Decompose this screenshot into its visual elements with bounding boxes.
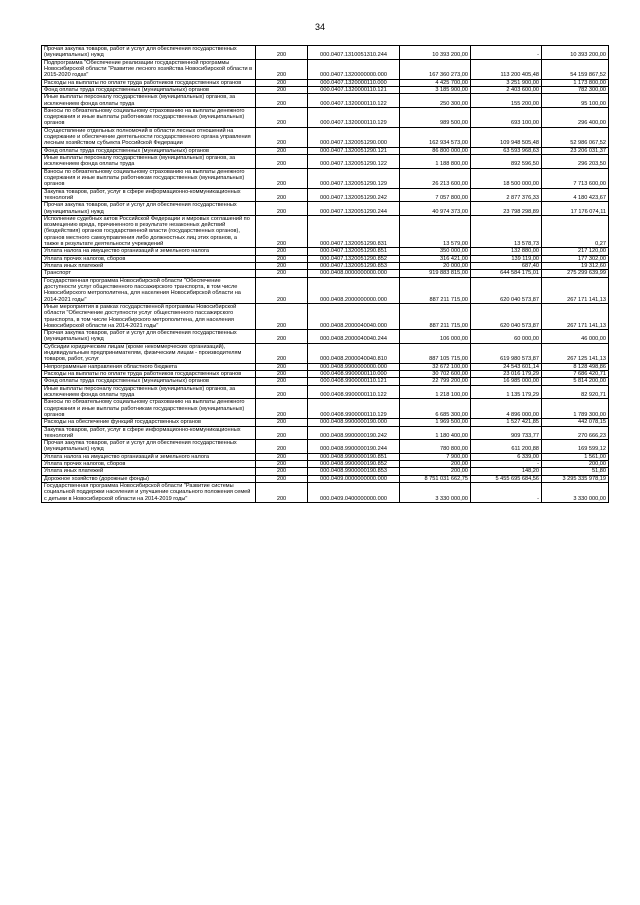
- unexecuted-amount-cell: 217 120,00: [542, 248, 609, 255]
- executed-amount-cell: 2 403 600,00: [471, 86, 542, 93]
- description-cell: Уплата прочих налогов, сборов: [42, 255, 256, 262]
- table-row: [42, 461, 609, 468]
- admin-code-cell: 200: [256, 188, 308, 202]
- description-cell: Осуществление отдельных полномочий в области лесных отношений на содержание и обеспечение деятельности государственного органа управления лесным хозяйством субъекта Российской Федерации: [42, 127, 256, 147]
- unexecuted-amount-cell: 267 125 141,13: [542, 343, 609, 363]
- approved-amount-cell: 3 185 900,00: [400, 86, 471, 93]
- approved-amount-cell: 162 934 573,00: [400, 127, 471, 147]
- table-row: [42, 277, 609, 303]
- description-cell: Уплата налога на имущество организаций и земельного налога: [42, 453, 256, 460]
- budget-classification-code-cell: 000.0409.0400000000.000: [308, 483, 400, 503]
- table-row: [42, 255, 609, 262]
- table-row: [42, 385, 609, 399]
- description-cell: Уплата иных платежей: [42, 468, 256, 475]
- table-row: [42, 127, 609, 147]
- table-row: [42, 86, 609, 93]
- description-cell: Прочая закупка товаров, работ и услуг для обеспечения государственных (муниципальных) нужд: [42, 440, 256, 454]
- table-row: [42, 399, 609, 419]
- table-row: [42, 426, 609, 440]
- executed-amount-cell: 1 527 421,85: [471, 419, 542, 426]
- table-row: [42, 440, 609, 454]
- table-row: [42, 107, 609, 127]
- approved-amount-cell: 887 211 715,00: [400, 303, 471, 329]
- approved-amount-cell: 316 421,00: [400, 255, 471, 262]
- executed-amount-cell: 1 135 179,29: [471, 385, 542, 399]
- description-cell: Расходы на выплаты по оплате труда работников государственных органов: [42, 79, 256, 86]
- executed-amount-cell: 18 500 000,00: [471, 168, 542, 188]
- description-cell: Иные выплаты персоналу государственных (муниципальных) органов, за исключением фонда оплаты труда: [42, 94, 256, 108]
- admin-code-cell: 200: [256, 378, 308, 385]
- executed-amount-cell: -: [471, 483, 542, 503]
- unexecuted-amount-cell: 177 302,00: [542, 255, 609, 262]
- description-cell: Уплата прочих налогов, сборов: [42, 461, 256, 468]
- admin-code-cell: 200: [256, 468, 308, 475]
- description-cell: Фонд оплаты труда государственных (муниципальных) органов: [42, 86, 256, 93]
- table-row: [42, 248, 609, 255]
- admin-code-cell: 200: [256, 147, 308, 154]
- description-cell: Взносы по обязательному социальному страхованию на выплаты денежного содержания и иные выплаты работникам государственных (муниципальных) органов: [42, 399, 256, 419]
- budget-classification-code-cell: 000.0407.1320051290.122: [308, 155, 400, 169]
- unexecuted-amount-cell: 442 078,15: [542, 419, 609, 426]
- admin-code-cell: 200: [256, 202, 308, 216]
- approved-amount-cell: 200,00: [400, 468, 471, 475]
- executed-amount-cell: 611 200,88: [471, 440, 542, 454]
- unexecuted-amount-cell: 267 171 141,13: [542, 303, 609, 329]
- admin-code-cell: 200: [256, 46, 308, 60]
- budget-classification-code-cell: 000.0408.2000040040.810: [308, 343, 400, 363]
- executed-amount-cell: 16 985 000,00: [471, 378, 542, 385]
- unexecuted-amount-cell: 200,00: [542, 461, 609, 468]
- admin-code-cell: 200: [256, 371, 308, 378]
- budget-classification-code-cell: 000.0408.9900000190.244: [308, 440, 400, 454]
- admin-code-cell: 200: [256, 363, 308, 370]
- description-cell: Иные выплаты персоналу государственных (муниципальных) органов, за исключением фонда оплаты труда: [42, 385, 256, 399]
- description-cell: Государственная программа Новосибирской области "Обеспечение доступности услуг общественного пассажирского транспорта, в том числе Новосибирского метрополитена, для населения Новосибирской области на 2014-2021 годы": [42, 277, 256, 303]
- table-row: [42, 46, 609, 60]
- description-cell: Прочая закупка товаров, работ и услуг для обеспечения государственных (муниципальных) нужд: [42, 46, 256, 60]
- admin-code-cell: 200: [256, 330, 308, 344]
- admin-code-cell: 200: [256, 475, 308, 482]
- budget-classification-code-cell: 000.0408.9900000190.853: [308, 468, 400, 475]
- unexecuted-amount-cell: 296 203,50: [542, 155, 609, 169]
- approved-amount-cell: 1 969 500,00: [400, 419, 471, 426]
- admin-code-cell: 200: [256, 79, 308, 86]
- description-cell: Субсидии юридическим лицам (кроме некоммерческих организаций), индивидуальным предпринимателям, физическим лицам - производителям товаров, работ, услуг: [42, 343, 256, 363]
- description-cell: Фонд оплаты труда государственных (муниципальных) органов: [42, 147, 256, 154]
- admin-code-cell: 200: [256, 94, 308, 108]
- budget-classification-code-cell: 000.0407.1320051290.831: [308, 215, 400, 248]
- unexecuted-amount-cell: 7 713 600,00: [542, 168, 609, 188]
- admin-code-cell: 200: [256, 453, 308, 460]
- budget-classification-code-cell: 000.0407.1320051290.129: [308, 168, 400, 188]
- table-row: [42, 202, 609, 216]
- table-row: [42, 168, 609, 188]
- admin-code-cell: 200: [256, 107, 308, 127]
- approved-amount-cell: 350 000,00: [400, 248, 471, 255]
- executed-amount-cell: 4 896 000,00: [471, 399, 542, 419]
- table-row: [42, 79, 609, 86]
- unexecuted-amount-cell: 95 100,00: [542, 94, 609, 108]
- executed-amount-cell: 619 980 573,87: [471, 343, 542, 363]
- executed-amount-cell: 644 584 175,01: [471, 270, 542, 277]
- unexecuted-amount-cell: 1 173 800,00: [542, 79, 609, 86]
- executed-amount-cell: 892 596,50: [471, 155, 542, 169]
- unexecuted-amount-cell: 296 400,00: [542, 107, 609, 127]
- approved-amount-cell: 7 900,00: [400, 453, 471, 460]
- executed-amount-cell: 5 455 695 684,56: [471, 475, 542, 482]
- approved-amount-cell: 250 300,00: [400, 94, 471, 108]
- budget-classification-code-cell: 000.0408.2000040040.244: [308, 330, 400, 344]
- table-row: [42, 188, 609, 202]
- approved-amount-cell: 1 218 100,00: [400, 385, 471, 399]
- approved-amount-cell: 20 000,00: [400, 263, 471, 270]
- budget-classification-code-cell: 000.0407.1320051290.121: [308, 147, 400, 154]
- unexecuted-amount-cell: 0,27: [542, 215, 609, 248]
- executed-amount-cell: 109 948 505,48: [471, 127, 542, 147]
- unexecuted-amount-cell: 51,80: [542, 468, 609, 475]
- table-row: [42, 419, 609, 426]
- budget-classification-code-cell: 000.0408.9900000110.122: [308, 385, 400, 399]
- table-row: [42, 483, 609, 503]
- page-number: 34: [314, 22, 325, 32]
- description-cell: Государственная программа Новосибирской области "Развитие системы социальной поддержки населения и улучшение социального положения семей с детьми в Новосибирской области на 2014-2019 годы": [42, 483, 256, 503]
- unexecuted-amount-cell: 270 666,23: [542, 426, 609, 440]
- executed-amount-cell: 693 100,00: [471, 107, 542, 127]
- unexecuted-amount-cell: 267 171 141,13: [542, 277, 609, 303]
- approved-amount-cell: 6 685 300,00: [400, 399, 471, 419]
- unexecuted-amount-cell: 1 561,00: [542, 453, 609, 460]
- description-cell: Уплата иных платежей: [42, 263, 256, 270]
- unexecuted-amount-cell: 1 789 300,00: [542, 399, 609, 419]
- approved-amount-cell: 26 213 600,00: [400, 168, 471, 188]
- approved-amount-cell: 1 180 400,00: [400, 426, 471, 440]
- approved-amount-cell: 887 211 715,00: [400, 277, 471, 303]
- table-row: [42, 215, 609, 248]
- description-cell: Транспорт: [42, 270, 256, 277]
- budget-classification-code-cell: 000.0408.9900000110.129: [308, 399, 400, 419]
- admin-code-cell: 200: [256, 303, 308, 329]
- budget-classification-code-cell: 000.0408.9900000190.242: [308, 426, 400, 440]
- approved-amount-cell: 167 360 273,00: [400, 59, 471, 79]
- approved-amount-cell: 200,00: [400, 461, 471, 468]
- budget-classification-code-cell: 000.0407.1320051290.851: [308, 248, 400, 255]
- description-cell: Непрограммные направления областного бюджета: [42, 363, 256, 370]
- executed-amount-cell: 63 593 968,63: [471, 147, 542, 154]
- description-cell: Подпрограмма "Обеспечение реализации государственной программы Новосибирской области "Развитие лесного хозяйства Новосибирской области в 2015-2020 годах": [42, 59, 256, 79]
- executed-amount-cell: 6 339,00: [471, 453, 542, 460]
- budget-classification-code-cell: 000.0407.1320000110.122: [308, 94, 400, 108]
- unexecuted-amount-cell: 10 393 200,00: [542, 46, 609, 60]
- admin-code-cell: 200: [256, 277, 308, 303]
- budget-classification-code-cell: 000.0408.2000040040.000: [308, 303, 400, 329]
- approved-amount-cell: 989 500,00: [400, 107, 471, 127]
- approved-amount-cell: 106 000,00: [400, 330, 471, 344]
- budget-classification-code-cell: 000.0408.0000000000.000: [308, 270, 400, 277]
- admin-code-cell: 200: [256, 255, 308, 262]
- unexecuted-amount-cell: 169 599,12: [542, 440, 609, 454]
- description-cell: Расходы на выплаты по оплате труда работников государственных органов: [42, 371, 256, 378]
- approved-amount-cell: 8 751 031 662,75: [400, 475, 471, 482]
- executed-amount-cell: 24 543 601,14: [471, 363, 542, 370]
- budget-classification-code-cell: 000.0408.2000000000.000: [308, 277, 400, 303]
- approved-amount-cell: 4 425 700,00: [400, 79, 471, 86]
- executed-amount-cell: 2 877 376,33: [471, 188, 542, 202]
- approved-amount-cell: 13 579,00: [400, 215, 471, 248]
- executed-amount-cell: 132 880,00: [471, 248, 542, 255]
- executed-amount-cell: 23 016 179,29: [471, 371, 542, 378]
- description-cell: Уплата налога на имущество организаций и земельного налога: [42, 248, 256, 255]
- table-row: [42, 94, 609, 108]
- table-row: [42, 270, 609, 277]
- unexecuted-amount-cell: 5 814 200,00: [542, 378, 609, 385]
- approved-amount-cell: 32 672 100,00: [400, 363, 471, 370]
- approved-amount-cell: 887 105 715,00: [400, 343, 471, 363]
- approved-amount-cell: 86 800 000,00: [400, 147, 471, 154]
- approved-amount-cell: 780 800,00: [400, 440, 471, 454]
- approved-amount-cell: 7 057 800,00: [400, 188, 471, 202]
- unexecuted-amount-cell: 8 128 498,86: [542, 363, 609, 370]
- admin-code-cell: 200: [256, 168, 308, 188]
- admin-code-cell: 200: [256, 270, 308, 277]
- admin-code-cell: 200: [256, 263, 308, 270]
- budget-table: [41, 45, 609, 503]
- budget-classification-code-cell: 000.0407.1320051290.242: [308, 188, 400, 202]
- budget-classification-code-cell: 000.0407.1310051310.244: [308, 46, 400, 60]
- admin-code-cell: 200: [256, 155, 308, 169]
- admin-code-cell: 200: [256, 385, 308, 399]
- executed-amount-cell: 139 119,00: [471, 255, 542, 262]
- approved-amount-cell: 1 188 800,00: [400, 155, 471, 169]
- admin-code-cell: 200: [256, 86, 308, 93]
- executed-amount-cell: -: [471, 46, 542, 60]
- budget-classification-code-cell: 000.0407.1320000110.121: [308, 86, 400, 93]
- description-cell: Взносы по обязательному социальному страхованию на выплаты денежного содержания и иные выплаты работникам государственных (муниципальных) органов: [42, 107, 256, 127]
- admin-code-cell: 200: [256, 440, 308, 454]
- unexecuted-amount-cell: 52 986 067,52: [542, 127, 609, 147]
- budget-classification-code-cell: 000.0407.1320051290.853: [308, 263, 400, 270]
- executed-amount-cell: 148,20: [471, 468, 542, 475]
- description-cell: Иные мероприятия в рамках государственной программы Новосибирской области "Обеспечение доступности услуг общественного пассажирского транспорта, в том числе Новосибирского метрополитена, для населения Новосибирской области на 2014-2021 годы": [42, 303, 256, 329]
- unexecuted-amount-cell: 54 159 867,52: [542, 59, 609, 79]
- executed-amount-cell: 687,40: [471, 263, 542, 270]
- unexecuted-amount-cell: 46 000,00: [542, 330, 609, 344]
- budget-classification-code-cell: 000.0407.1320000110.129: [308, 107, 400, 127]
- budget-classification-code-cell: 000.0407.1320000110.000: [308, 79, 400, 86]
- admin-code-cell: 200: [256, 248, 308, 255]
- description-cell: Взносы по обязательному социальному страхованию на выплаты денежного содержания и иные выплаты работникам государственных (муниципальных) органов: [42, 168, 256, 188]
- approved-amount-cell: 22 799 200,00: [400, 378, 471, 385]
- table-row: [42, 371, 609, 378]
- executed-amount-cell: 155 200,00: [471, 94, 542, 108]
- description-cell: Закупка товаров, работ, услуг в сфере информационно-коммуникационных технологий: [42, 188, 256, 202]
- admin-code-cell: 200: [256, 461, 308, 468]
- admin-code-cell: 200: [256, 399, 308, 419]
- table-row: [42, 263, 609, 270]
- budget-classification-code-cell: 000.0409.0000000000.000: [308, 475, 400, 482]
- approved-amount-cell: 3 330 000,00: [400, 483, 471, 503]
- table-row: [42, 468, 609, 475]
- unexecuted-amount-cell: 23 206 031,37: [542, 147, 609, 154]
- table-row: [42, 303, 609, 329]
- unexecuted-amount-cell: 4 180 423,67: [542, 188, 609, 202]
- admin-code-cell: 200: [256, 483, 308, 503]
- budget-classification-code-cell: 000.0408.9900000110.121: [308, 378, 400, 385]
- executed-amount-cell: 620 040 573,87: [471, 277, 542, 303]
- description-cell: Закупка товаров, работ, услуг в сфере информационно-коммуникационных технологий: [42, 426, 256, 440]
- approved-amount-cell: 10 393 200,00: [400, 46, 471, 60]
- table-row: [42, 453, 609, 460]
- budget-classification-code-cell: 000.0407.1320051290.000: [308, 127, 400, 147]
- table-row: [42, 59, 609, 79]
- table-row: [42, 475, 609, 482]
- budget-classification-code-cell: 000.0408.9900000190.852: [308, 461, 400, 468]
- executed-amount-cell: 3 251 900,00: [471, 79, 542, 86]
- budget-classification-code-cell: 000.0408.9900000000.000: [308, 363, 400, 370]
- table-row: [42, 363, 609, 370]
- admin-code-cell: 200: [256, 343, 308, 363]
- description-cell: Фонд оплаты труда государственных (муниципальных) органов: [42, 378, 256, 385]
- description-cell: Прочая закупка товаров, работ и услуг для обеспечения государственных (муниципальных) нужд: [42, 330, 256, 344]
- executed-amount-cell: -: [471, 461, 542, 468]
- approved-amount-cell: 40 974 373,00: [400, 202, 471, 216]
- unexecuted-amount-cell: 3 330 000,00: [542, 483, 609, 503]
- executed-amount-cell: 113 200 405,48: [471, 59, 542, 79]
- admin-code-cell: 200: [256, 419, 308, 426]
- budget-classification-code-cell: 000.0408.9900000190.000: [308, 419, 400, 426]
- executed-amount-cell: 620 040 573,87: [471, 303, 542, 329]
- description-cell: Иные выплаты персоналу государственных (муниципальных) органов, за исключением фонда оплаты труда: [42, 155, 256, 169]
- executed-amount-cell: 60 000,00: [471, 330, 542, 344]
- budget-classification-code-cell: 000.0407.1320051290.852: [308, 255, 400, 262]
- admin-code-cell: 200: [256, 426, 308, 440]
- admin-code-cell: 200: [256, 215, 308, 248]
- executed-amount-cell: 23 798 298,89: [471, 202, 542, 216]
- description-cell: Расходы на обеспечение функций государственных органов: [42, 419, 256, 426]
- table-row: [42, 155, 609, 169]
- unexecuted-amount-cell: 3 295 335 978,19: [542, 475, 609, 482]
- budget-classification-code-cell: 000.0408.9900000190.851: [308, 453, 400, 460]
- unexecuted-amount-cell: 17 176 074,11: [542, 202, 609, 216]
- executed-amount-cell: 13 578,73: [471, 215, 542, 248]
- approved-amount-cell: 30 702 600,00: [400, 371, 471, 378]
- unexecuted-amount-cell: 782 300,00: [542, 86, 609, 93]
- table-row: [42, 147, 609, 154]
- approved-amount-cell: 919 883 815,00: [400, 270, 471, 277]
- description-cell: Исполнение судебных актов Российской Федерации и мировых соглашений по возмещению вреда, причиненного в результате незаконных действий (бездействия) органов государственной власти (государственных органов), органов местного самоуправления либо должностных лиц этих органов, а также в результате деятельности учреждений: [42, 215, 256, 248]
- budget-classification-code-cell: 000.0407.1320051290.244: [308, 202, 400, 216]
- table-row: [42, 343, 609, 363]
- executed-amount-cell: 909 733,77: [471, 426, 542, 440]
- table-row: [42, 378, 609, 385]
- admin-code-cell: 200: [256, 127, 308, 147]
- unexecuted-amount-cell: 82 920,71: [542, 385, 609, 399]
- description-cell: Дорожное хозяйство (дорожные фонды): [42, 475, 256, 482]
- unexecuted-amount-cell: 7 686 420,71: [542, 371, 609, 378]
- unexecuted-amount-cell: 275 299 639,99: [542, 270, 609, 277]
- table-row: [42, 330, 609, 344]
- budget-classification-code-cell: 000.0407.1320000000.000: [308, 59, 400, 79]
- admin-code-cell: 200: [256, 59, 308, 79]
- budget-table-body: [42, 46, 609, 503]
- unexecuted-amount-cell: 19 312,60: [542, 263, 609, 270]
- description-cell: Прочая закупка товаров, работ и услуг для обеспечения государственных (муниципальных) нужд: [42, 202, 256, 216]
- budget-classification-code-cell: 000.0408.9900000110.000: [308, 371, 400, 378]
